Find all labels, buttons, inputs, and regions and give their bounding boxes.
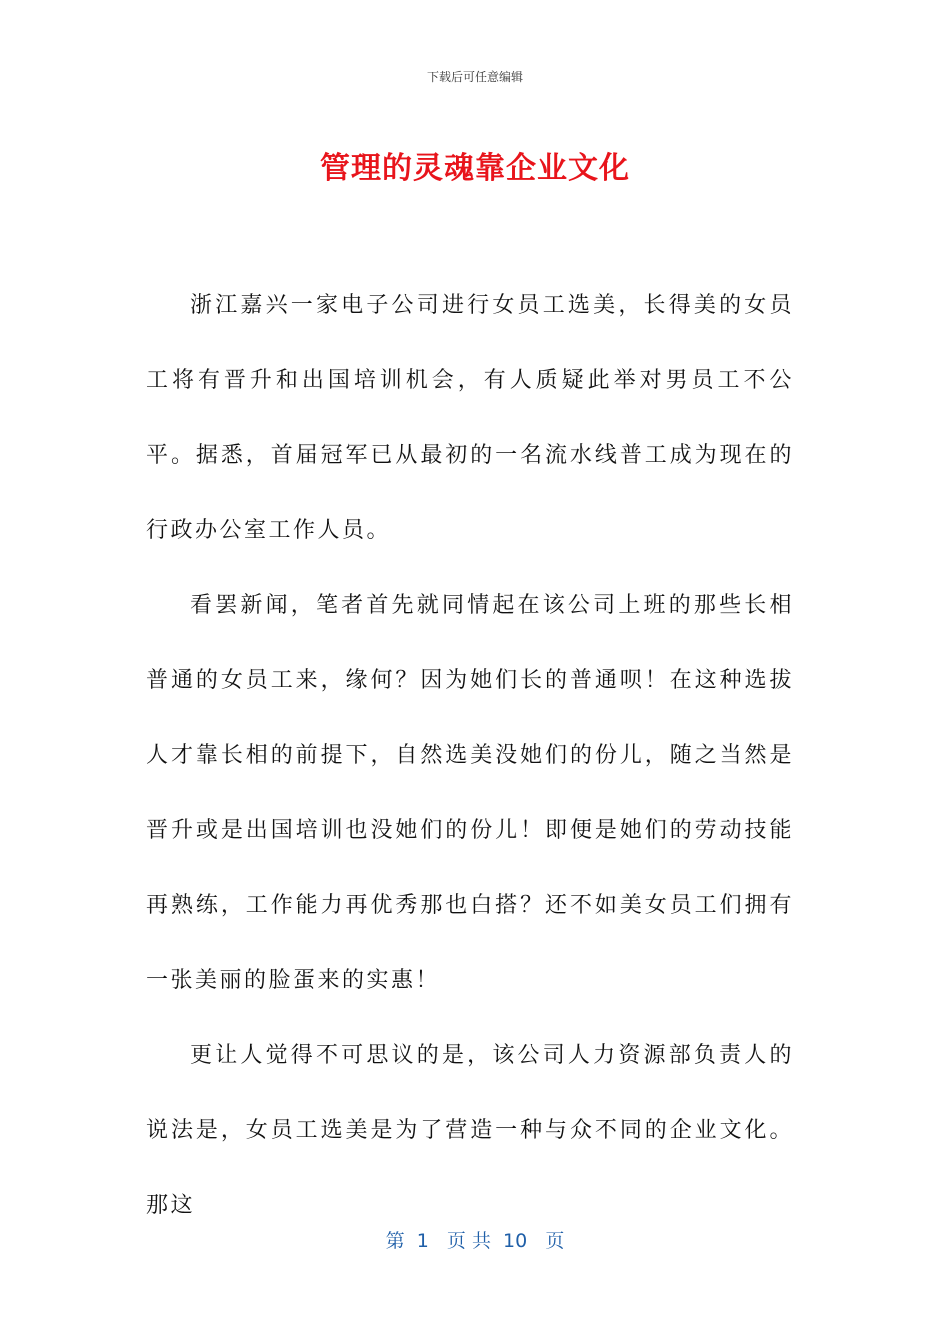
header-note: 下载后可任意编辑 xyxy=(426,70,523,84)
document-title: 管理的灵魂靠企业文化 xyxy=(320,151,630,186)
paragraph: 看罢新闻，笔者首先就同情起在该公司上班的那些长相普通的女员工来，缘何？因为她们长的普通呗！在这种选拔人才靠长相的前提下，自然选美没她们的份儿，随之当然是晋升或是出国培训也没她们的份儿！即便是她们的劳动技能再熟练，工作能力再优秀那也白搭？还不如美女员工们拥有一张美丽的脸蛋来的实惠！ xyxy=(146,593,794,993)
paragraph: 更让人觉得不可思议的是，该公司人力资源部负责人的说法是，女员工选美是为了营造一种与众不同的企业文化。那这 xyxy=(146,1043,794,1218)
document-body xyxy=(146,268,794,1243)
page-number-footer: 第 1 页 共 10 页 xyxy=(385,1230,565,1252)
paragraph: 浙江嘉兴一家电子公司进行女员工选美，长得美的女员工将有晋升和出国培训机会，有人质疑此举对男员工不公平。据悉，首届冠军已从最初的一名流水线普工成为现在的行政办公室工作人员。 xyxy=(146,293,794,543)
